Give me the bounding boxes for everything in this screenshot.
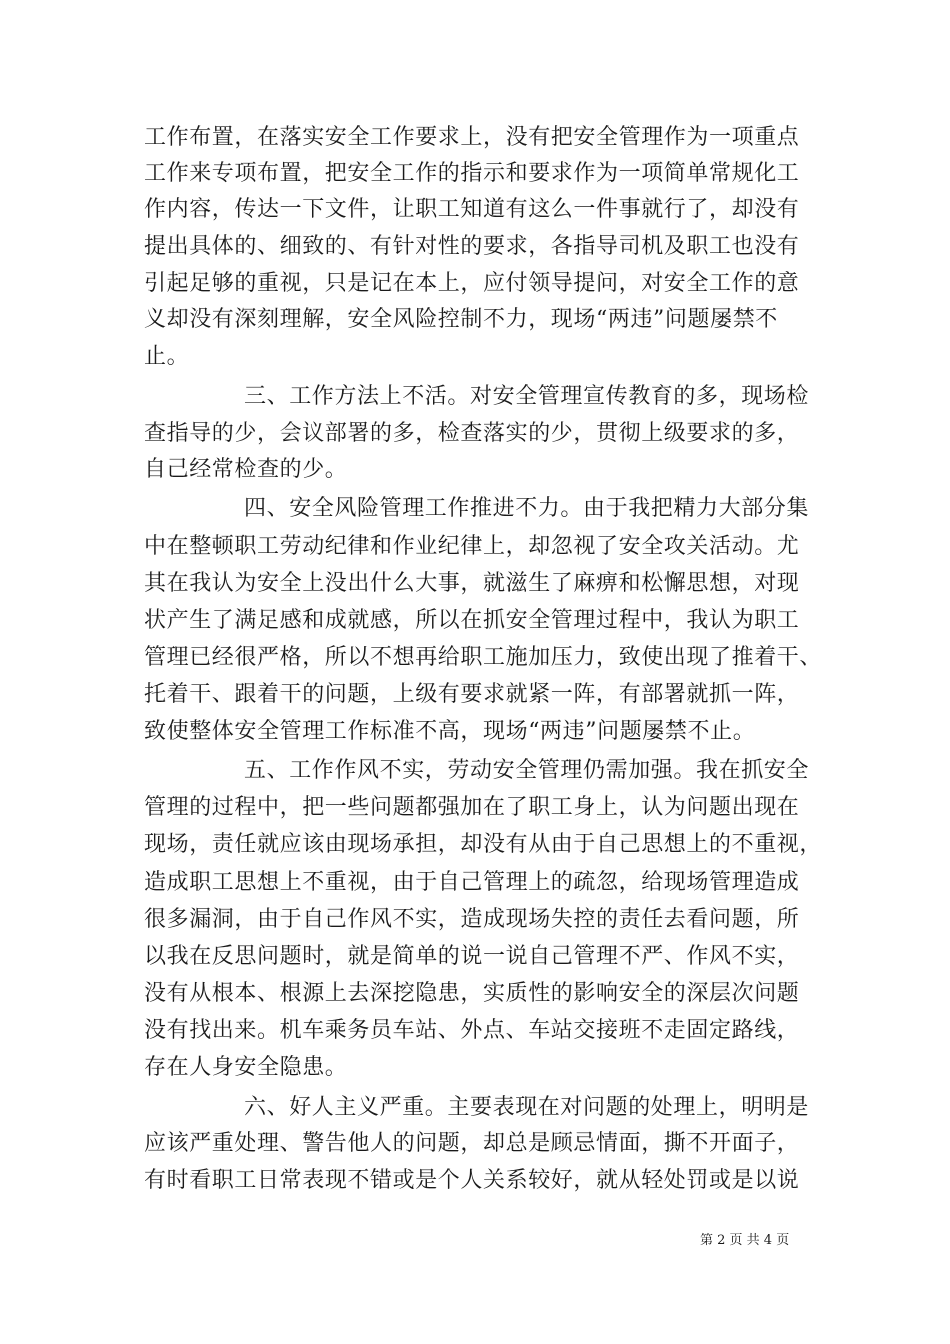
paragraph-heading-6: 六、好人主义严重。主要表现在对问题的处理上，明明是 — [244, 1095, 810, 1120]
body-text-line: 现场，责任就应该由现场承担，却没有从由于自己思想上的不重视， — [144, 832, 823, 857]
body-text-line: 状产生了满足感和成就感，所以在抓安全管理过程中，我认为职工 — [144, 608, 800, 633]
body-text-line: 其在我认为安全上没出什么大事，就滋生了麻痹和松懈思想，对现 — [144, 571, 800, 596]
body-text-line: 管理已经很严格，所以不想再给职工施加压力，致使出现了推着干、 — [144, 645, 823, 670]
body-text-line: 义却没有深刻理解，安全风险控制不力，现场“两违”问题屡禁不 — [144, 307, 778, 332]
page-number-footer: 第 2 页 共 4 页 — [700, 1233, 790, 1248]
body-text-line: 没有从根本、根源上去深挖隐患，实质性的影响安全的深层次问题 — [144, 981, 800, 1006]
body-text-line: 引起足够的重视，只是记在本上，应付领导提问，对安全工作的意 — [144, 271, 800, 296]
body-text-line: 工作来专项布置，把安全工作的指示和要求作为一项简单常规化工 — [144, 161, 800, 186]
body-text-line: 有时看职工日常表现不错或是个人关系较好，就从轻处罚或是以说 — [144, 1168, 800, 1193]
paragraph-heading-5: 五、工作作风不实，劳动安全管理仍需加强。我在抓安全 — [244, 758, 810, 783]
body-text-line: 中在整顿职工劳动纪律和作业纪律上，却忽视了安全攻关活动。尤 — [144, 534, 800, 559]
body-text-line: 工作布置，在落实安全工作要求上，没有把安全管理作为一项重点 — [144, 125, 800, 150]
body-text-line: 造成职工思想上不重视，由于自己管理上的疏忽，给现场管理造成 — [144, 870, 800, 895]
body-text-line: 应该严重处理、警告他人的问题，却总是顾忌情面，撕不开面子， — [144, 1131, 800, 1156]
paragraph-heading-3: 三、工作方法上不活。对安全管理宣传教育的多，现场检 — [244, 384, 810, 409]
body-text-line: 以我在反思问题时，就是简单的说一说自己管理不严、作风不实， — [144, 944, 800, 969]
body-text-line: 托着干、跟着干的问题，上级有要求就紧一阵，有部署就抓一阵， — [144, 682, 800, 707]
body-text-line: 止。 — [144, 344, 190, 369]
body-text-line: 没有找出来。机车乘务员车站、外点、车站交接班不走固定路线， — [144, 1018, 800, 1043]
body-text-line: 存在人身安全隐患。 — [144, 1055, 348, 1080]
body-text-line: 提出具体的、细致的、有针对性的要求，各指导司机及职工也没有 — [144, 234, 800, 259]
body-text-line: 查指导的少，会议部署的多，检查落实的少，贯彻上级要求的多， — [144, 421, 800, 446]
body-text-line: 很多漏洞，由于自己作风不实，造成现场失控的责任去看问题，所 — [144, 907, 800, 932]
body-text-line: 作内容，传达一下文件，让职工知道有这么一件事就行了，却没有 — [144, 197, 800, 222]
body-text-line: 致使整体安全管理工作标准不高，现场“两违”问题屡禁不止。 — [144, 719, 756, 744]
body-text-line: 管理的过程中，把一些问题都强加在了职工身上，认为问题出现在 — [144, 795, 800, 820]
body-text-line: 自己经常检查的少。 — [144, 457, 348, 482]
paragraph-heading-4: 四、安全风险管理工作推进不力。由于我把精力大部分集 — [244, 496, 810, 521]
